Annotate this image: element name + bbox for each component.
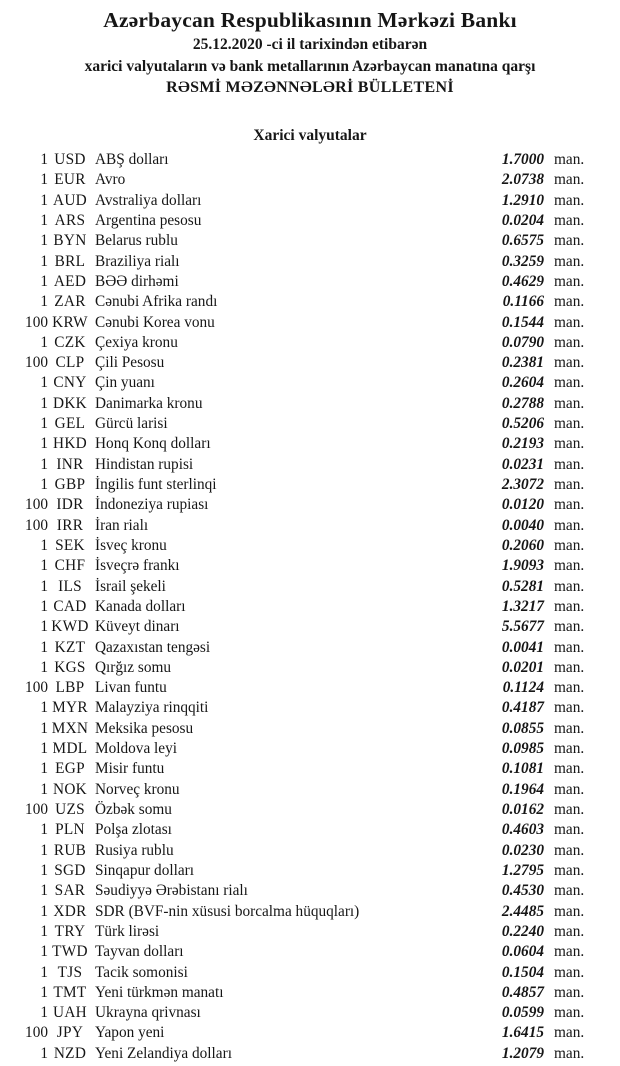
currency-row <box>0 536 620 556</box>
currency-name: Belarus rublu <box>95 232 178 250</box>
currency-rate: 0.0985 <box>501 740 544 758</box>
currency-row <box>0 495 620 515</box>
currency-quantity: 1 <box>40 333 48 351</box>
currency-quantity: 1 <box>40 272 48 290</box>
unit-label: man. <box>554 536 585 554</box>
currency-code: EUR <box>54 171 86 189</box>
currency-quantity: 100 <box>25 1024 48 1042</box>
currency-row <box>0 211 620 231</box>
currency-row <box>0 373 620 393</box>
currency-quantity: 1 <box>40 943 48 961</box>
currency-name: Gürcü larisi <box>95 415 168 433</box>
currency-name: Türk lirəsi <box>95 922 160 940</box>
unit-label: man. <box>554 1024 585 1042</box>
unit-label: man. <box>554 780 585 798</box>
document-header <box>0 0 620 99</box>
currency-code: TRY <box>54 922 86 940</box>
currency-name: Danimarka kronu <box>95 394 203 412</box>
currency-quantity: 1 <box>40 780 48 798</box>
currency-row <box>0 739 620 759</box>
unit-label: man. <box>554 760 585 778</box>
currency-code: CZK <box>54 333 86 351</box>
unit-label: man. <box>554 272 585 290</box>
currency-name: Səudiyyə Ərəbistanı rialı <box>95 882 248 900</box>
currency-name: İngilis funt sterlinqi <box>95 476 217 493</box>
currency-name: Avro <box>95 171 126 189</box>
currency-quantity: 1 <box>40 963 48 981</box>
currency-code: INR <box>56 455 84 473</box>
currency-quantity: 1 <box>40 841 48 859</box>
currency-row <box>0 922 620 942</box>
currency-quantity: 100 <box>25 679 48 697</box>
currency-quantity: 1 <box>40 1044 48 1062</box>
currency-name: Yeni Zelandiya dolları <box>95 1044 232 1062</box>
currency-row <box>0 1044 620 1064</box>
currency-quantity: 100 <box>25 496 48 514</box>
currency-name: Çin yuanı <box>95 374 155 392</box>
currency-code: KWD <box>51 618 89 636</box>
unit-label: man. <box>554 963 585 981</box>
currency-rates-table <box>0 150 620 1064</box>
currency-row <box>0 292 620 312</box>
unit-label: man. <box>554 151 585 168</box>
currency-code: TMT <box>53 983 87 1001</box>
currency-row <box>0 698 620 718</box>
currency-row <box>0 455 620 475</box>
unit-label: man. <box>554 882 585 900</box>
unit-label: man. <box>554 496 585 514</box>
currency-name: Tacik somonisi <box>95 963 188 981</box>
currency-row <box>0 353 620 373</box>
currency-rate: 1.3217 <box>501 597 544 615</box>
unit-label: man. <box>554 333 585 351</box>
currency-row <box>0 597 620 617</box>
unit-label: man. <box>554 476 585 493</box>
currency-rate: 0.4603 <box>501 821 544 839</box>
currency-quantity: 1 <box>40 435 48 453</box>
currency-rate: 0.0599 <box>501 1004 544 1022</box>
currency-code: ARS <box>54 211 86 229</box>
unit-label: man. <box>554 597 585 615</box>
currency-name: BƏƏ dirhəmi <box>95 272 179 290</box>
currency-rate: 0.1504 <box>501 963 544 981</box>
currency-code: SGD <box>54 861 86 879</box>
currency-row <box>0 414 620 434</box>
currency-name: Qazaxıstan tengəsi <box>95 638 211 656</box>
unit-label: man. <box>554 618 585 636</box>
currency-code: NOK <box>52 780 88 798</box>
unit-label: man. <box>554 638 585 656</box>
currency-row <box>0 780 620 800</box>
currency-quantity: 1 <box>40 577 48 595</box>
currency-name: Yapon yeni <box>95 1024 165 1042</box>
currency-rate: 1.7000 <box>501 151 544 168</box>
currency-name: Cənubi Korea vonu <box>95 313 215 331</box>
currency-row <box>0 577 620 597</box>
currency-rate: 1.2079 <box>501 1044 544 1062</box>
currency-name: Yeni türkmən manatı <box>95 983 224 1001</box>
currency-code: HKD <box>52 435 88 453</box>
currency-quantity: 1 <box>40 719 48 737</box>
currency-row <box>0 394 620 414</box>
section-title-foreign-currencies: Xarici valyutalar <box>253 127 367 144</box>
currency-code: BRL <box>54 252 86 270</box>
currency-row <box>0 434 620 454</box>
currency-code: GBP <box>54 476 86 493</box>
currency-rate: 0.2060 <box>501 536 544 554</box>
currency-name: Honq Konq dolları <box>95 435 211 453</box>
currency-rate: 0.3259 <box>501 252 544 270</box>
currency-rate: 0.1166 <box>502 293 544 311</box>
currency-quantity: 1 <box>40 232 48 250</box>
unit-label: man. <box>554 557 585 575</box>
currency-row <box>0 678 620 698</box>
currency-rate: 0.4530 <box>501 882 544 900</box>
currency-code: DKK <box>52 394 88 412</box>
currency-row <box>0 252 620 272</box>
currency-row <box>0 638 620 658</box>
currency-code: KZT <box>54 638 86 656</box>
currency-quantity: 1 <box>40 638 48 656</box>
currency-quantity: 1 <box>40 618 48 636</box>
currency-code: RUB <box>53 841 87 859</box>
currency-name: Qırğız somu <box>95 658 172 676</box>
currency-row <box>0 231 620 251</box>
subject-line: xarici valyutaların və bank metallarının Azərbaycan manatına qarşı <box>84 57 536 75</box>
unit-label: man. <box>554 374 585 392</box>
currency-quantity: 1 <box>40 902 48 920</box>
currency-quantity: 1 <box>40 151 48 168</box>
currency-rate: 5.5677 <box>501 618 544 636</box>
currency-code: KGS <box>54 658 86 676</box>
currency-row <box>0 1023 620 1043</box>
currency-code: UZS <box>55 801 85 818</box>
unit-label: man. <box>554 232 585 250</box>
unit-label: man. <box>554 171 585 189</box>
currency-name: SDR (BVF-nin xüsusi borcalma hüquqları) <box>95 902 360 920</box>
currency-name: Malayziya rinqqiti <box>95 699 209 717</box>
currency-quantity: 1 <box>40 455 48 473</box>
currency-code: SEK <box>55 536 85 554</box>
currency-quantity: 1 <box>40 191 48 209</box>
currency-quantity: 1 <box>40 1004 48 1022</box>
currency-code: GEL <box>54 415 86 433</box>
currency-code: USD <box>54 151 86 168</box>
currency-rate: 0.0041 <box>501 638 544 656</box>
currency-row <box>0 313 620 333</box>
currency-quantity: 1 <box>40 557 48 575</box>
unit-label: man. <box>554 821 585 839</box>
currency-rate: 0.5281 <box>501 577 544 595</box>
currency-row <box>0 902 620 922</box>
currency-rate: 2.4485 <box>501 902 544 920</box>
currency-name: İsveçrə frankı <box>95 557 180 575</box>
unit-label: man. <box>554 679 585 697</box>
currency-row <box>0 759 620 779</box>
currency-rate: 1.2910 <box>501 191 544 209</box>
currency-row <box>0 150 620 170</box>
unit-label: man. <box>554 435 585 453</box>
currency-name: Rusiya rublu <box>95 841 174 859</box>
currency-row <box>0 333 620 353</box>
currency-row <box>0 800 620 820</box>
currency-quantity: 100 <box>25 354 48 372</box>
currency-code: BYN <box>53 232 87 250</box>
currency-row <box>0 556 620 576</box>
currency-code: AUD <box>52 191 88 209</box>
currency-quantity: 100 <box>25 313 48 331</box>
currency-rate: 1.6415 <box>501 1024 544 1042</box>
currency-name: İsrail şekeli <box>95 577 166 595</box>
currency-quantity: 1 <box>40 171 48 189</box>
currency-name: Avstraliya dolları <box>95 191 202 209</box>
currency-quantity: 1 <box>40 374 48 392</box>
currency-rate: 1.9093 <box>501 557 544 575</box>
currency-rate: 0.0604 <box>501 943 544 961</box>
currency-quantity: 100 <box>25 801 48 818</box>
currency-name: Çexiya kronu <box>95 333 178 351</box>
unit-label: man. <box>554 943 585 961</box>
currency-name: Özbək somu <box>95 801 172 818</box>
currency-rate: 0.6575 <box>501 232 544 250</box>
currency-row <box>0 983 620 1003</box>
currency-name: Meksika pesosu <box>95 719 194 737</box>
currency-row <box>0 820 620 840</box>
currency-rate: 1.2795 <box>501 861 544 879</box>
currency-name: ABŞ dolları <box>95 151 169 168</box>
unit-label: man. <box>554 1004 585 1022</box>
unit-label: man. <box>554 699 585 717</box>
currency-rate: 0.0040 <box>501 516 544 534</box>
unit-label: man. <box>554 313 585 331</box>
currency-rate: 0.0231 <box>501 455 544 473</box>
currency-row <box>0 658 620 678</box>
currency-code: AED <box>53 272 87 290</box>
currency-name: Polşa zlotası <box>95 821 172 839</box>
currency-quantity: 1 <box>40 760 48 778</box>
bank-name: Azərbaycan Respublikasının Mərkəzi Bankı <box>103 8 517 32</box>
currency-quantity: 1 <box>40 394 48 412</box>
currency-code: CAD <box>53 597 87 615</box>
currency-name: Küveyt dinarı <box>95 618 180 636</box>
currency-row <box>0 1003 620 1023</box>
currency-quantity: 1 <box>40 252 48 270</box>
unit-label: man. <box>554 719 585 737</box>
currency-code: ILS <box>58 577 82 595</box>
currency-name: İran rialı <box>95 516 149 534</box>
currency-rate: 0.5206 <box>501 415 544 433</box>
currency-code: SAR <box>54 882 86 900</box>
currency-quantity: 1 <box>40 861 48 879</box>
unit-label: man. <box>554 191 585 209</box>
currency-row <box>0 516 620 536</box>
currency-code: TJS <box>57 963 83 981</box>
unit-label: man. <box>554 455 585 473</box>
currency-rate: 0.2193 <box>501 435 544 453</box>
currency-code: JPY <box>56 1024 84 1042</box>
currency-code: MDL <box>52 740 88 758</box>
unit-label: man. <box>554 922 585 940</box>
currency-code: KRW <box>52 313 88 331</box>
currency-row <box>0 942 620 962</box>
currency-quantity: 1 <box>40 536 48 554</box>
currency-rate: 0.0162 <box>501 801 544 818</box>
unit-label: man. <box>554 516 585 534</box>
currency-quantity: 1 <box>40 597 48 615</box>
currency-rate: 0.0204 <box>501 211 544 229</box>
currency-rate: 0.2381 <box>501 354 544 372</box>
currency-name: Ukrayna qrivnası <box>95 1004 201 1022</box>
currency-rate: 0.0855 <box>501 719 544 737</box>
currency-code: NZD <box>53 1044 87 1062</box>
currency-rate: 0.2240 <box>501 922 544 940</box>
currency-name: Misir funtu <box>95 760 165 778</box>
currency-name: Sinqapur dolları <box>95 861 194 879</box>
unit-label: man. <box>554 983 585 1001</box>
currency-name: Argentina pesosu <box>95 211 202 229</box>
currency-rate: 0.0201 <box>501 658 544 676</box>
unit-label: man. <box>554 740 585 758</box>
unit-label: man. <box>554 902 585 920</box>
currency-row <box>0 841 620 861</box>
currency-quantity: 1 <box>40 415 48 433</box>
currency-quantity: 1 <box>40 821 48 839</box>
currency-code: PLN <box>55 821 85 839</box>
unit-label: man. <box>554 841 585 859</box>
currency-rate: 0.1964 <box>501 780 544 798</box>
currency-rate: 0.0120 <box>501 496 544 514</box>
currency-quantity: 1 <box>40 476 48 493</box>
currency-rate: 0.4629 <box>501 272 544 290</box>
currency-rate: 0.1081 <box>501 760 544 778</box>
currency-quantity: 1 <box>40 740 48 758</box>
currency-row <box>0 191 620 211</box>
currency-code: MXN <box>51 719 89 737</box>
unit-label: man. <box>554 658 585 676</box>
currency-code: EGP <box>55 760 85 778</box>
currency-code: IDR <box>56 496 84 514</box>
currency-code: TWD <box>52 943 88 961</box>
currency-rate: 2.3072 <box>501 476 544 493</box>
currency-rate: 2.0738 <box>501 171 544 189</box>
currency-code: CNY <box>53 374 87 392</box>
currency-code: ZAR <box>54 293 86 311</box>
currency-row <box>0 617 620 637</box>
currency-quantity: 1 <box>40 699 48 717</box>
currency-quantity: 1 <box>40 293 48 311</box>
currency-quantity: 1 <box>40 983 48 1001</box>
currency-code: UAH <box>52 1004 88 1022</box>
currency-quantity: 1 <box>40 211 48 229</box>
currency-row <box>0 963 620 983</box>
currency-name: Cənubi Afrika randı <box>95 293 218 311</box>
currency-code: LBP <box>55 679 85 697</box>
currency-name: Hindistan rupisi <box>95 455 194 473</box>
currency-rate: 0.0230 <box>501 841 544 859</box>
unit-label: man. <box>554 252 585 270</box>
currency-rate: 0.2788 <box>501 394 544 412</box>
unit-label: man. <box>554 801 585 818</box>
currency-code: CLP <box>55 354 85 372</box>
currency-name: Moldova leyi <box>95 740 177 758</box>
currency-row <box>0 881 620 901</box>
currency-name: Livan funtu <box>95 679 167 697</box>
currency-row <box>0 272 620 292</box>
currency-row <box>0 475 620 495</box>
currency-rate: 0.4857 <box>501 983 544 1001</box>
currency-quantity: 100 <box>25 516 48 534</box>
currency-name: Kanada dolları <box>95 597 186 615</box>
currency-code: MYR <box>52 699 88 717</box>
unit-label: man. <box>554 354 585 372</box>
currency-name: Çili Pesosu <box>95 354 165 372</box>
currency-rate: 0.1124 <box>502 679 544 697</box>
unit-label: man. <box>554 577 585 595</box>
currency-name: Tayvan dolları <box>95 943 184 961</box>
currency-row <box>0 861 620 881</box>
effective-date-line: 25.12.2020 -ci il tarixindən etibarən <box>192 36 428 53</box>
bulletin-title: RƏSMİ MƏZƏNNƏLƏRİ BÜLLETENİ <box>166 79 454 96</box>
currency-code: XDR <box>53 902 87 920</box>
currency-name: Norveç kronu <box>95 780 180 798</box>
currency-quantity: 1 <box>40 922 48 940</box>
currency-code: IRR <box>56 516 84 534</box>
currency-name: İndoneziya rupiası <box>95 496 209 514</box>
unit-label: man. <box>554 861 585 879</box>
currency-name: İsveç kronu <box>95 536 167 554</box>
unit-label: man. <box>554 394 585 412</box>
currency-rate: 0.1544 <box>501 313 544 331</box>
currency-row <box>0 719 620 739</box>
currency-quantity: 1 <box>40 658 48 676</box>
unit-label: man. <box>554 293 585 311</box>
currency-rate: 0.4187 <box>501 699 544 717</box>
unit-label: man. <box>554 415 585 433</box>
currency-rate: 0.0790 <box>501 333 544 351</box>
currency-name: Braziliya rialı <box>95 252 180 270</box>
currency-row <box>0 170 620 190</box>
currency-rate: 0.2604 <box>501 374 544 392</box>
unit-label: man. <box>554 1044 585 1062</box>
currency-quantity: 1 <box>40 882 48 900</box>
currency-code: CHF <box>54 557 86 575</box>
unit-label: man. <box>554 211 585 229</box>
